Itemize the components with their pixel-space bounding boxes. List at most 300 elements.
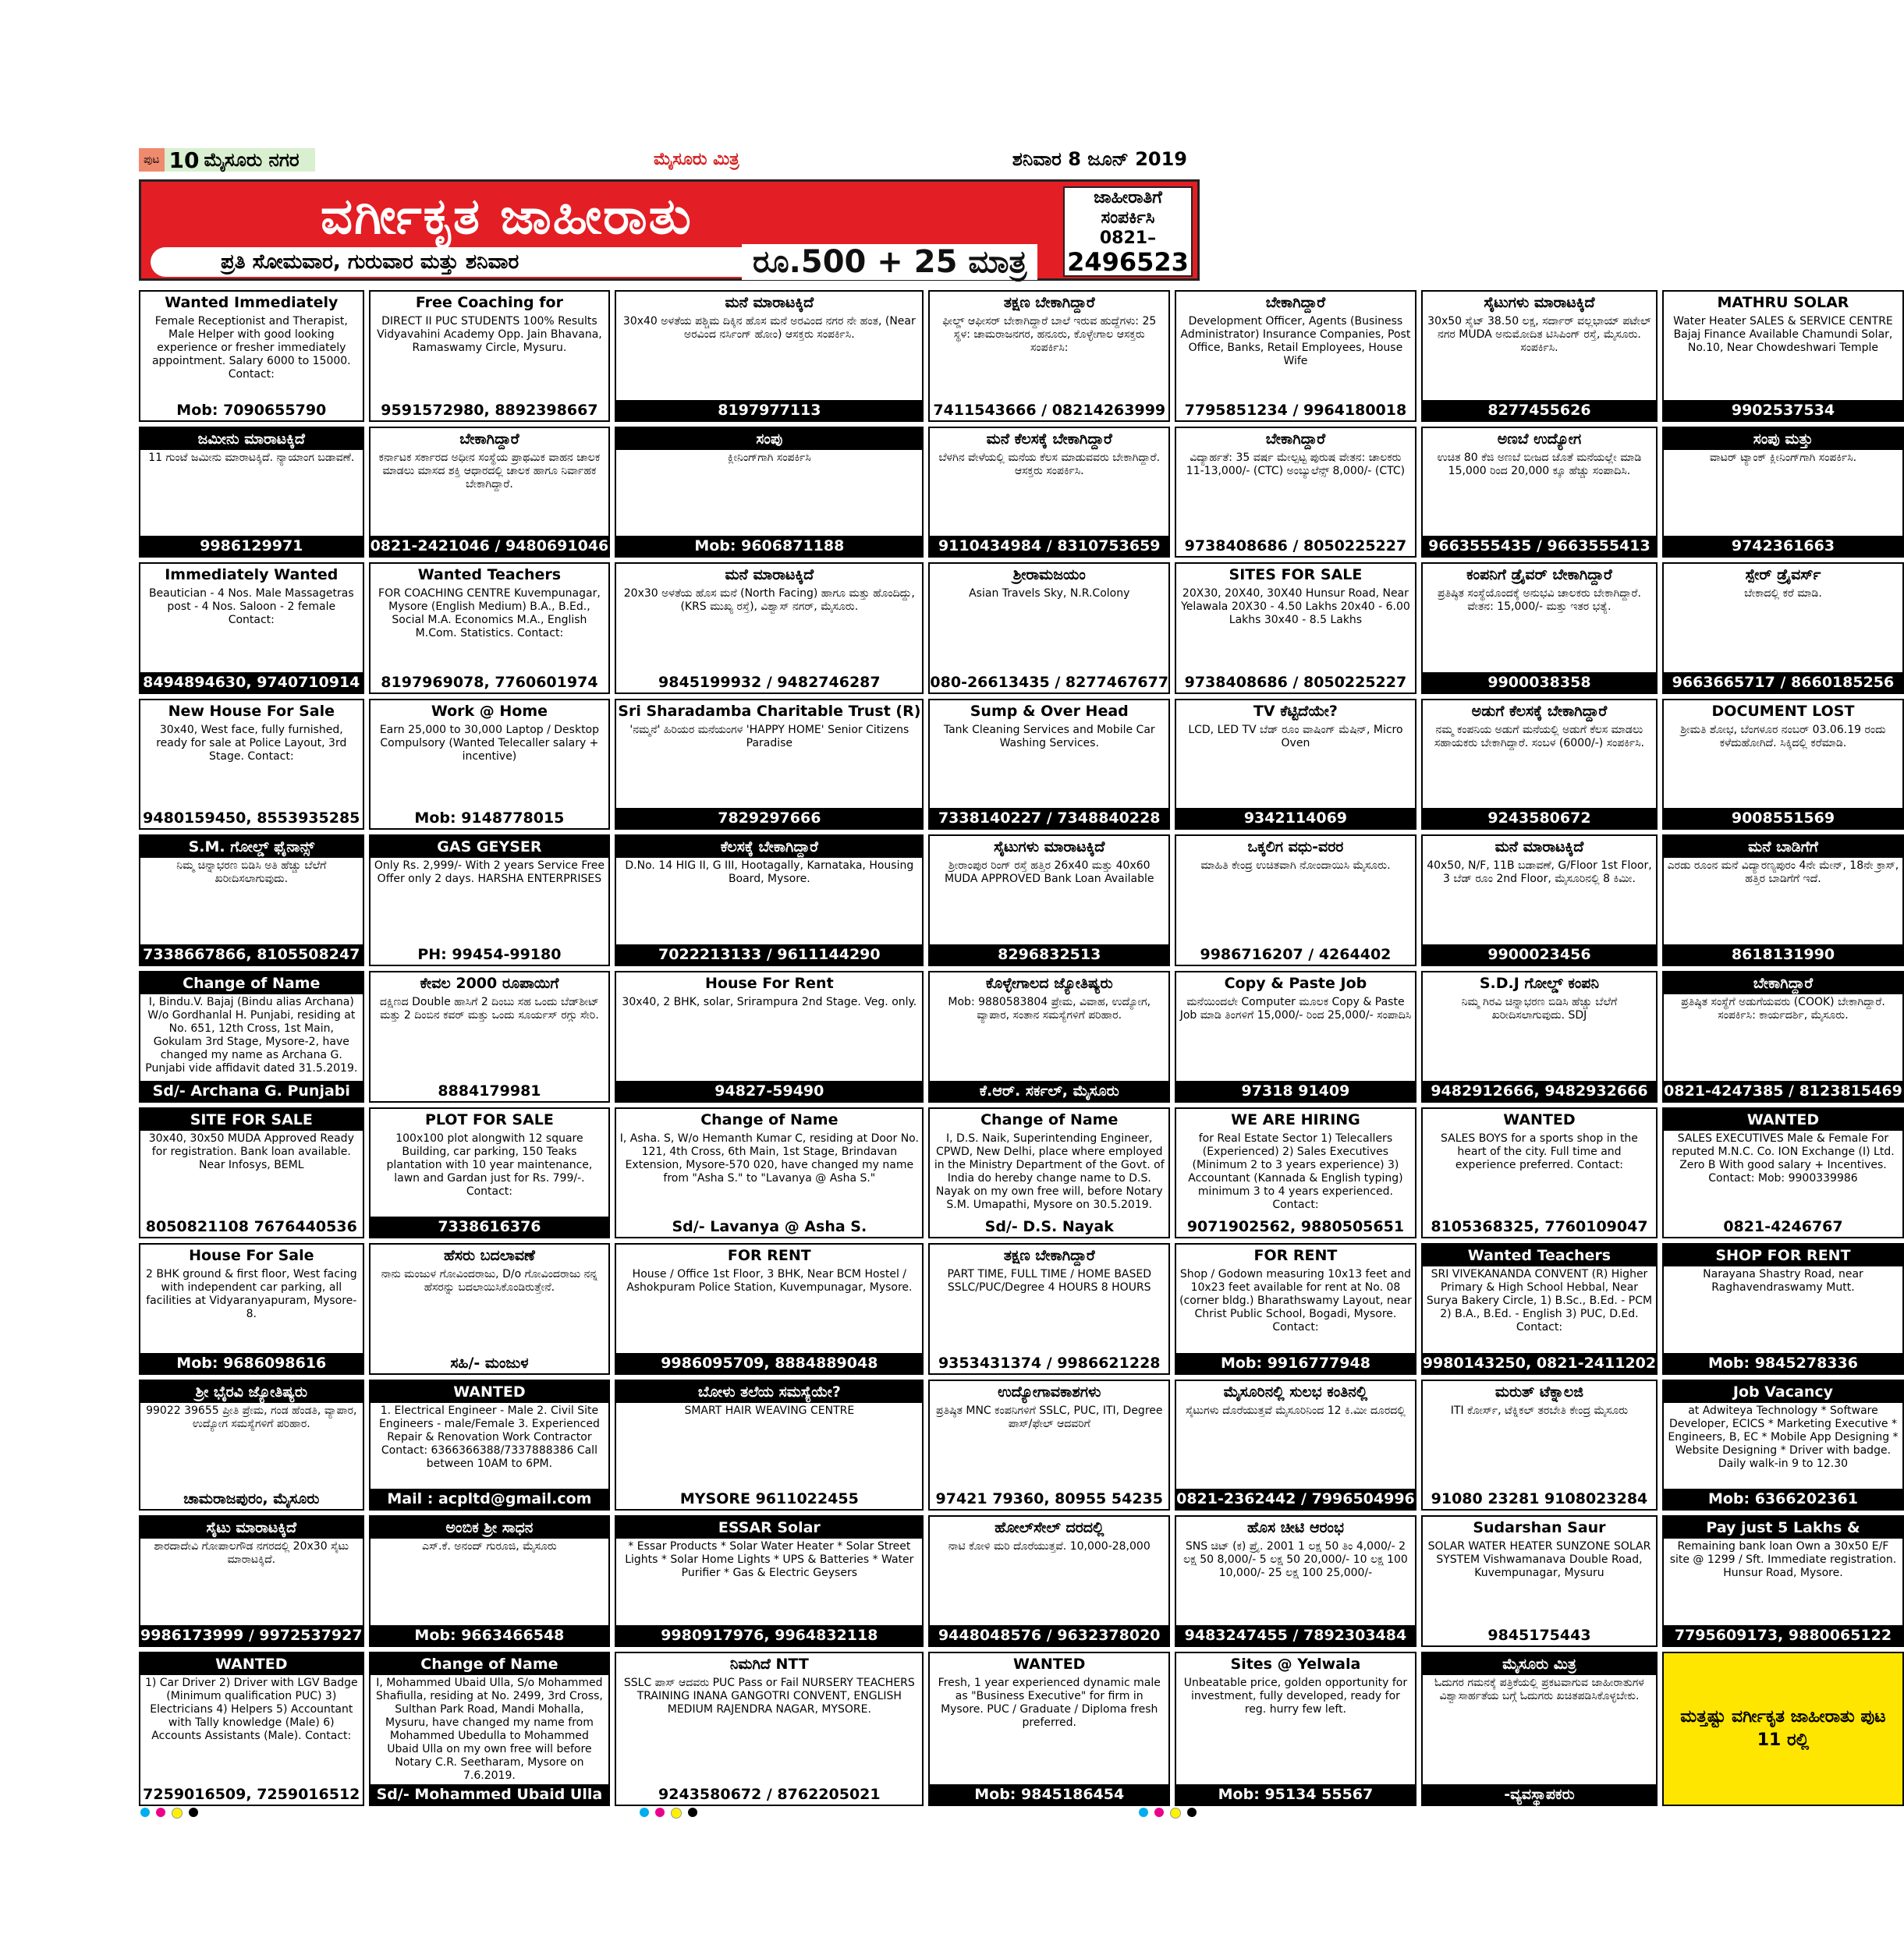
ad-heading: ಬೇಕಾಗಿದ್ದಾರೆ bbox=[1664, 972, 1902, 994]
ad-contact: Mob: 6366202361 bbox=[1664, 1489, 1902, 1509]
dot-black bbox=[189, 1808, 198, 1817]
ad-heading: ಮನೆ ಮಾರಾಟಕ್ಕಿದೆ bbox=[725, 566, 814, 584]
ad-contact: 9448048576 / 9632378020 bbox=[930, 1625, 1168, 1645]
registration-dots-right bbox=[1139, 1808, 1197, 1819]
ad-body: ಎಸ್.ಕೆ. ಅನಂದ್ ಗುರೂಜಿ, ಮೈಸೂರು bbox=[422, 1540, 557, 1553]
ad-body: LCD, LED TV ಬೆಡ್ ರೂಂ ವಾಷಿಂಗ್ ಮೆಷಿನ್, Micro Oven bbox=[1188, 723, 1403, 749]
classified-ad bbox=[615, 427, 924, 558]
ad-heading: ಬೋಳು ತಲೆಯ ಸಮಸ್ಯೆಯೇ? bbox=[616, 1381, 922, 1403]
classified-ad bbox=[1421, 562, 1658, 694]
ad-contact: 9243580672 / 8762205021 bbox=[658, 1786, 881, 1803]
ad-body: I, D.S. Naik, Superintending Engineer, CPWD, New Delhi, place where employed in the Ministry Department of the Govt. of India do hereby change name to D.S. Nayak on my own free will, before Notary S.M. Umapathi, Mysore on 30.5.2019. bbox=[934, 1132, 1165, 1211]
classified-ad bbox=[928, 699, 1170, 831]
ad-contact: 97421 79360, 80955 54235 bbox=[935, 1490, 1163, 1508]
ad-contact: ಕೆ.ಆರ್. ಸರ್ಕಲ್, ಮೈಸೂರು bbox=[930, 1081, 1168, 1101]
ad-heading: ಸ್ಪೇರ್ ಡ್ರೈವರ್ಸ್ bbox=[1745, 566, 1821, 584]
ad-heading: ಹೊಸ ಚೀಟಿ ಆರಂಭ bbox=[1246, 1519, 1344, 1537]
ad-heading: Pay just 5 Lakhs & bbox=[1664, 1517, 1902, 1539]
classified-banner bbox=[139, 179, 1200, 281]
ad-contact: Sd/- Archana G. Punjabi bbox=[140, 1081, 363, 1101]
ad-heading: Work @ Home bbox=[431, 702, 548, 720]
classified-ad bbox=[369, 971, 611, 1103]
ad-body: ಮಾಹಿತಿ ಕೇಂದ್ರ ಉಚಿತವಾಗಿ ನೋಂದಾಯಿಸಿ ಮೈಸೂರು. bbox=[1200, 859, 1391, 873]
ad-heading: PLOT FOR SALE bbox=[424, 1110, 554, 1128]
ad-body: ಕ್ಲೀನಿಂಗ್‌ಗಾಗಿ ಸಂಪರ್ಕಿಸಿ bbox=[727, 451, 811, 464]
ad-body: Narayana Shastry Road, near Raghavendraswamy Mutt. bbox=[1703, 1268, 1863, 1295]
page-label: ಪುಟ bbox=[139, 148, 165, 172]
ad-body: Water Heater SALES & SERVICE CENTRE Bajaj Finance Available Chamundi Solar, No.10, Near Chowdeshwari Temple bbox=[1673, 315, 1893, 354]
ad-heading: ಸೈಟುಗಳು ಮಾರಾಟಕ್ಕಿದೆ bbox=[1484, 294, 1595, 311]
contact-label: ಜಾಹೀರಾತಿಗೆ ಸಂಪರ್ಕಿಸಿ bbox=[1094, 188, 1162, 228]
classified-ad bbox=[369, 290, 611, 422]
ad-contact: 8494894630, 9740710914 bbox=[140, 672, 363, 692]
ad-heading: Change of Name bbox=[371, 1653, 609, 1675]
ad-contact: Mob: 7090655790 bbox=[176, 401, 327, 419]
ad-body: ಮನೆಯಿಂದಲೇ Computer ಮೂಲಕ Copy & Paste Job ಮಾಡಿ ತಿಂಗಳಿಗೆ 15,000/- ರಿಂದ 25,000/- ಸಂಪಾದಿಸಿ bbox=[1179, 996, 1412, 1022]
ad-body: I, Bindu.V. Bajaj (Bindu alias Archana) W/o Gordhanlal H. Punjabi, residing at No. 651, 12th Cross, 1st Main, Gokulam 3rd Stage, Mysore-2, have changed my name as Archana G. Punjabi vide affidavit dated 31.5.2019. bbox=[145, 996, 358, 1075]
ad-contact: 9483247455 / 7892303484 bbox=[1176, 1625, 1415, 1645]
classified-ad bbox=[139, 1107, 364, 1239]
registration-dots-center bbox=[640, 1808, 697, 1819]
ad-contact: 9008551569 bbox=[1664, 808, 1902, 828]
ad-heading: ಮರುತ್ ಟೆಕ್ನಾಲಜಿ bbox=[1494, 1383, 1584, 1401]
ad-heading: WANTED bbox=[140, 1653, 363, 1675]
ad-contact: 94827-59490 bbox=[616, 1081, 922, 1101]
ad-body: Earn 25,000 to 30,000 Laptop / Desktop Compulsory (Wanted Telecaller salary + incentive) bbox=[379, 723, 600, 763]
classified-ad bbox=[615, 699, 924, 831]
ad-contact: 8618131990 bbox=[1664, 944, 1902, 965]
ad-heading: ಹೋಲ್‌ಸೇಲ್ ದರದಲ್ಲಿ bbox=[995, 1519, 1104, 1537]
ad-heading: House For Rent bbox=[705, 975, 834, 992]
classified-ad bbox=[1175, 699, 1416, 831]
ad-contact: ಸಹಿ/- ಮಂಜುಳ bbox=[450, 1354, 529, 1372]
ad-contact: Mob: 9845186454 bbox=[930, 1784, 1168, 1805]
classified-ad bbox=[615, 971, 924, 1103]
ad-contact: Mob: 9916777948 bbox=[1176, 1353, 1415, 1373]
ad-body: ಉಚಿತ 80 ಕೆಜಿ ಅಣಬೆ ಬೀಜದ ಜೊತೆ ಮನೆಯಲ್ಲೇ ಮಾಡಿ 15,000 ರಿಂದ 20,000 ಕ್ಕೂ ಹೆಚ್ಚು ಸಂಪಾದಿಸಿ. bbox=[1437, 451, 1642, 477]
ad-heading: Sri Sharadamba Charitable Trust (R) bbox=[618, 702, 921, 720]
ad-heading: ಮನೆ ಮಾರಾಟಕ್ಕಿದೆ bbox=[1494, 838, 1584, 856]
classified-ad bbox=[1175, 1515, 1416, 1647]
classified-ad bbox=[1175, 1380, 1416, 1511]
classified-ad bbox=[1421, 1243, 1658, 1375]
classified-ad bbox=[139, 1380, 364, 1511]
classified-ad bbox=[1421, 290, 1658, 422]
ad-heading: MATHRU SOLAR bbox=[1717, 294, 1849, 311]
ad-heading: ಸಂಪು ಮತ್ತು bbox=[1664, 428, 1902, 450]
ad-body: ವಿದ್ಯಾರ್ಹತೆ: 35 ವರ್ಷ ಮೇಲ್ಪಟ್ಟ ಪುರುಷ ವೇತನ: ಚಾಲಕರು 11-13,000/- (CTC) ಅಂಬ್ಯುಲೆನ್ಸ್ 8,000/- (CTC) bbox=[1186, 451, 1406, 477]
ad-body: Tank Cleaning Services and Mobile Car Washing Services. bbox=[943, 723, 1155, 749]
ad-contact: 9591572980, 8892398667 bbox=[381, 401, 598, 419]
classified-ad bbox=[1662, 562, 1904, 694]
dot-yellow bbox=[1170, 1808, 1181, 1819]
ad-body: ITI ಕೋರ್ಸ್, ಟೆಕ್ನಿಕಲ್ ತರಬೇತಿ ಕೇಂದ್ರ ಮೈಸೂರು bbox=[1450, 1404, 1629, 1417]
ad-contact: Mail : acpltd@gmail.com bbox=[371, 1489, 609, 1509]
ad-heading: TV ಕೆಟ್ಟಿದೆಯೇ? bbox=[1253, 702, 1338, 720]
ad-contact: 9110434984 / 8310753659 bbox=[930, 536, 1168, 556]
dot-cyan bbox=[140, 1808, 150, 1817]
ad-contact: 7411543666 / 08214263999 bbox=[933, 401, 1166, 419]
ad-heading: Wanted Teachers bbox=[417, 566, 562, 584]
classified-ad bbox=[139, 1652, 364, 1806]
classified-ad bbox=[1662, 971, 1904, 1103]
ad-contact: 7259016509, 7259016512 bbox=[143, 1786, 360, 1803]
classified-ad bbox=[1421, 1380, 1658, 1511]
classified-ad bbox=[928, 1380, 1170, 1511]
ad-contact: 9071902562, 9880505651 bbox=[1186, 1218, 1405, 1236]
classified-ad bbox=[1662, 290, 1904, 422]
ad-contact: 7795609173, 9880065122 bbox=[1664, 1625, 1902, 1645]
ad-body: 1. Electrical Engineer - Male 2. Civil Site Engineers - male/Female 3. Experienced Repair & Renovation Work Contractor Contact: 6366366388/7337888386 Call between 10AM to 6PM. bbox=[378, 1404, 600, 1470]
ad-body: for Real Estate Sector 1) Telecallers (Experienced) 2) Sales Executives (Minimum 2 to 3 years experience) 3) Accountant (Kannada & English typing) minimum 3 to 4 years experienced. Contact: bbox=[1188, 1132, 1403, 1211]
classified-ad bbox=[1421, 1652, 1658, 1806]
classified-ad bbox=[1175, 1652, 1416, 1806]
ad-body: SSLC ಪಾಸ್ ಆದವರು PUC Pass or Fail NURSERY TEACHERS TRAINING INANA GANGOTRI CONVENT, ENGLISH MEDIUM RAJENDRA NAGAR, MYSORE. bbox=[623, 1677, 915, 1716]
classified-ad bbox=[369, 562, 611, 694]
ad-contact: Mob: 9686098616 bbox=[140, 1353, 363, 1373]
ad-body: Shop / Godown measuring 10x13 feet and 10x23 feet available for rent at No. 08 (corner bldg.) Bharathswamy Layout, near Christ Public School, Bogadi, Mysore. Contact: bbox=[1179, 1268, 1412, 1334]
brand-logo: ಮೈಸೂರು ಮಿತ್ರ bbox=[654, 150, 739, 169]
ad-body: Fresh, 1 year experienced dynamic male as "Business Executive" for firm in Mysore. PUC / Graduate / Diploma fresh preferred. bbox=[938, 1677, 1161, 1729]
ad-heading: ಕಂಪನಿಗೆ ಡ್ರೈವರ್ ಬೇಕಾಗಿದ್ದಾರೆ bbox=[1466, 566, 1612, 584]
ad-contact: 9480159450, 8553935285 bbox=[143, 809, 360, 827]
ad-body: Remaining bank loan Own a 30x50 E/F site @ 1299 / Sft. Immediate registration. Hunsur Road, Mysore. bbox=[1669, 1540, 1897, 1580]
classified-ad bbox=[615, 834, 924, 966]
ad-heading: ಕೆಲಸಕ್ಕೆ ಬೇಕಾಗಿದ್ದಾರೆ bbox=[616, 836, 922, 858]
ad-body: ಶ್ರೀಮತಿ ಶೋಭ, ಬೆಂಗಳೂರ ನಂಬರ್ 03.06.19 ರಂದು ಕಳೆದುಹೋಗಿದೆ. ಸಿಕ್ಕಿದಲ್ಲಿ ಕರೆಮಾಡಿ. bbox=[1680, 723, 1886, 749]
dot-cyan bbox=[1139, 1808, 1148, 1817]
classified-ad bbox=[1662, 1380, 1904, 1511]
ad-body: SALES EXECUTIVES Male & Female For reputed M.N.C. Co. ION Exchange (I) Ltd. Zero B With good salary + Incentives. Contact: Mob: 9900339986 bbox=[1672, 1132, 1895, 1185]
dot-black bbox=[688, 1808, 697, 1817]
ad-heading: ಕೊಳ್ಳೇಗಾಲದ ಜ್ಯೋತಿಷ್ಯರು bbox=[985, 975, 1113, 992]
classified-ad bbox=[928, 1107, 1170, 1239]
ad-contact: -ವ್ಯವಸ್ಥಾಪಕರು bbox=[1423, 1784, 1656, 1805]
ad-contact: Mob: 9606871188 bbox=[616, 536, 922, 556]
ad-heading: Change of Name bbox=[980, 1110, 1119, 1128]
ad-body: ಮತ್ತಷ್ಟು ವರ್ಗೀಕೃತ ಜಾಹೀರಾತು ಪುಟ 11 ರಲ್ಲಿ bbox=[1680, 1707, 1886, 1750]
classified-ad bbox=[1175, 1243, 1416, 1375]
classified-ad bbox=[928, 1243, 1170, 1375]
dot-yellow bbox=[671, 1808, 682, 1819]
ad-contact: 91080 23281 9108023284 bbox=[1431, 1490, 1648, 1508]
ad-heading: ಅಂಬಿಕ ಶ್ರೀ ಸಾಧನ bbox=[371, 1517, 609, 1539]
classified-ad bbox=[1175, 1107, 1416, 1239]
classified-ad bbox=[928, 1652, 1170, 1806]
classified-ad bbox=[1662, 1652, 1904, 1806]
ad-body: 30x40 ಅಳತೆಯ ಪಶ್ಚಿಮ ದಿಕ್ಕಿನ ಹೊಸ ಮನೆ ಅರವಿಂದ ನಗರ ನೇ ಹಂತ, (Near ಅರವಿಂದ ನರ್ಸಿಂಗ್ ಹೋಂ) ಆಸಕ್ತರು ಸಂಪರ್ಕಿಸಿ. bbox=[622, 315, 916, 341]
banner-subtitle: ಪ್ರತಿ ಸೋಮವಾರ, ಗುರುವಾರ ಮತ್ತು ಶನಿವಾರ bbox=[151, 247, 1009, 277]
ad-contact: 9845199932 / 9482746287 bbox=[658, 673, 881, 691]
ad-contact: 7829297666 bbox=[616, 808, 922, 828]
dot-cyan bbox=[640, 1808, 649, 1817]
ad-contact: Mob: 9663466548 bbox=[371, 1625, 609, 1645]
ad-body: 1) Car Driver 2) Driver with LGV Badge (Minimum qualification PUC) 3) Electricians 4) Helpers 5) Accountant with Tally knowledge (Male) 6) Accounts Assistants (Male). Contact: bbox=[144, 1677, 358, 1742]
ad-heading: Change of Name bbox=[700, 1110, 839, 1128]
ad-body: SNS ಚಿಟ್ (ಕ) ಪ್ರೈ. 2001 1 ಲಕ್ಷ 50 ತಿಂ 4,000/- 2 ಲಕ್ಷ 50 8,000/- 5 ಲಕ್ಷ 50 20,000/- 10 ಲಕ್ಷ 100 10,000/- 25 ಲಕ್ಷ 100 25,000/- bbox=[1183, 1540, 1408, 1580]
ad-contact: Mob: 9845278336 bbox=[1664, 1353, 1902, 1373]
classified-ad bbox=[1175, 290, 1416, 422]
classified-ad bbox=[1662, 699, 1904, 831]
classified-ad bbox=[139, 834, 364, 966]
ad-body: 30x40, 2 BHK, solar, Srirampura 2nd Stage. Veg. only. bbox=[622, 996, 917, 1008]
classified-ad bbox=[1662, 1243, 1904, 1375]
classified-ad bbox=[1421, 834, 1658, 966]
ad-contact: 8105368325, 7760109047 bbox=[1431, 1218, 1648, 1236]
classified-ad bbox=[1175, 971, 1416, 1103]
ad-body: PART TIME, FULL TIME / HOME BASED SSLC/PUC/Degree 4 HOURS 8 HOURS bbox=[947, 1268, 1152, 1295]
ad-contact: 8050821108 7676440536 bbox=[145, 1218, 357, 1236]
ad-contact: 080-26613435 / 8277467677 bbox=[930, 673, 1169, 691]
ad-heading: WANTED bbox=[371, 1381, 609, 1403]
ad-body: D.No. 14 HIG II, G III, Hootagally, Karnataka, Housing Board, Mysore. bbox=[625, 859, 914, 886]
ad-body: ಶಾರದಾದೇವಿ ಗೋಪಾಲಗೌಡ ನಗರದಲ್ಲಿ 20x30 ಸೈಟು ಮಾರಾಟಕ್ಕಿದೆ. bbox=[154, 1540, 349, 1567]
ad-body: ನಾನು ಮಂಜುಳ ಗೋವಿಂದರಾಜು, D/o ಗೋವಿಂದರಾಜು ನನ್ನ ಹೆಸರನ್ನು ಬದಲಾಯಿಸಿಕೊಂಡಿರುತ್ತೇನೆ. bbox=[381, 1268, 598, 1295]
ad-heading: ಬೇಕಾಗಿದ್ದಾರೆ bbox=[1265, 430, 1326, 448]
ad-heading: ಮನೆ ಮಾರಾಟಕ್ಕಿದೆ bbox=[725, 294, 814, 311]
ad-body: Female Receptionist and Therapist, Male Helper with good looking experience or fresher immediately appointment. Salary 6000 to 15000. Contact: bbox=[151, 315, 351, 381]
classified-ad bbox=[615, 562, 924, 694]
classified-ad bbox=[1421, 1107, 1658, 1239]
ad-heading: ಬೇಕಾಗಿದ್ದಾರೆ bbox=[459, 430, 519, 448]
ad-heading: Immediately Wanted bbox=[165, 566, 339, 584]
ad-heading: Change of Name bbox=[140, 972, 363, 994]
ad-contact: 9986129971 bbox=[140, 536, 363, 556]
ad-contact: 9902537534 bbox=[1664, 400, 1902, 420]
ad-contact: ಚಾಮರಾಜಪುರಂ, ಮೈಸೂರು bbox=[183, 1490, 320, 1508]
ad-contact: Mob: 95134 55567 bbox=[1176, 1784, 1415, 1805]
ad-heading: ತಕ್ಷಣ ಬೇಕಾಗಿದ್ದಾರೆ bbox=[1003, 1247, 1095, 1265]
ad-heading: Wanted Immediately bbox=[165, 294, 339, 311]
classified-ad bbox=[1175, 834, 1416, 966]
ad-contact: 9900038358 bbox=[1423, 672, 1656, 692]
dot-magenta bbox=[156, 1808, 165, 1817]
banner-contact-box bbox=[1063, 186, 1193, 277]
ad-body: ಸೈಟುಗಳು ದೊರೆಯುತ್ತವೆ ಮೈಸೂರಿನಿಂದ 12 ಕಿ.ಮೀ ದೂರದಲ್ಲಿ bbox=[1185, 1404, 1406, 1417]
ad-contact: 7022213133 / 9611144290 bbox=[616, 944, 922, 965]
ad-body: DIRECT II PUC STUDENTS 100% Results Vidyavahini Academy Opp. Jain Bhavana, Ramaswamy Circle, Mysuru. bbox=[377, 315, 602, 354]
ad-contact: 9900023456 bbox=[1423, 944, 1656, 965]
classified-ad bbox=[928, 1515, 1170, 1647]
ad-heading: SITES FOR SALE bbox=[1229, 566, 1363, 584]
masthead bbox=[139, 147, 1195, 175]
classified-ad bbox=[1421, 971, 1658, 1103]
ad-body: 30x50 ಸೈಟ್ 38.50 ಲಕ್ಷ, ಸರ್ದಾರ್ ವಲ್ಲಭಾಯ್ ಪಟೇಲ್ ನಗರ MUDA ಅನುಮೋದಿತ ಟಿಸಿಪಿಂಗ್ ರಸ್ತೆ, ಮೈಸೂರು. ಸಂಪರ್ಕಿಸಿ. bbox=[1427, 315, 1651, 354]
ad-contact: 7795851234 / 9964180018 bbox=[1184, 401, 1407, 419]
ad-contact: 9986173999 / 9972537927 bbox=[140, 1627, 363, 1644]
dot-magenta bbox=[1154, 1808, 1164, 1817]
ad-body: 99022 39655 ಪ್ರೀತಿ ಪ್ರೇಮ, ಗಂಡ ಹೆಂಡತಿ, ವ್ಯಾಪಾರ, ಉದ್ಯೋಗ ಸಮಸ್ಯೆಗಳಿಗೆ ಪರಿಹಾರ. bbox=[146, 1404, 357, 1430]
ad-body: Development Officer, Agents (Business Administrator) Insurance Companies, Post Office, Banks, Retail Employees, House Wife bbox=[1180, 315, 1411, 367]
ad-body: ಬೇಕಾದಲ್ಲಿ ಕರೆ ಮಾಡಿ. bbox=[1744, 587, 1822, 600]
banner-price: ರೂ.500 + 25 ಮಾತ್ರ bbox=[742, 244, 1037, 280]
ad-body: ವಾಟರ್ ಟ್ಯಾಂಕ್ ಕ್ಲೀನಿಂಗ್‌ಗಾಗಿ ಸಂಪರ್ಕಿಸಿ. bbox=[1709, 451, 1857, 464]
ad-heading: SITE FOR SALE bbox=[140, 1109, 363, 1131]
banner-title: ವರ್ಗೀಕೃತ ಜಾಹೀರಾತು bbox=[321, 188, 693, 246]
classified-ad bbox=[928, 290, 1170, 422]
ad-contact: 7338616376 bbox=[371, 1217, 609, 1237]
ad-body: SRI VIVEKANANDA CONVENT (R) Higher Primary & High School Hebbal, Near Surya Bakery Circle, 1) B.Sc., B.Ed. - PCM 2) B.A., B.Ed. - English 3) PUC, D.Ed. Contact: bbox=[1426, 1268, 1653, 1334]
classified-ad bbox=[369, 1380, 611, 1511]
page-indicator bbox=[139, 148, 315, 172]
ad-heading: ಮನೆ ಕೆಲಸಕ್ಕೆ ಬೇಕಾಗಿದ್ದಾರೆ bbox=[986, 430, 1112, 448]
ad-heading: SHOP FOR RENT bbox=[1664, 1245, 1902, 1266]
ad-heading: ನಿಮಗಿದೆ NTT bbox=[729, 1656, 809, 1673]
ad-body: 100x100 plot alongwith 12 square Building, car parking, 150 Teaks plantation with 10 year maintenance, lawn and Gardan just for Rs. 799/-. Contact: bbox=[386, 1132, 593, 1198]
ad-body: ನಾಟಿ ಕೋಳಿ ಮರಿ ದೊರೆಯುತ್ತವೆ. 10,000-28,000 bbox=[948, 1540, 1151, 1553]
ad-heading: ಸೈಟು ಮಾರಾಟಕ್ಕಿದೆ bbox=[140, 1517, 363, 1539]
ad-contact: PH: 99454-99180 bbox=[417, 946, 562, 963]
ad-contact: 7338667866, 8105508247 bbox=[140, 944, 363, 965]
ad-body: 'ನಮ್ಮನೆ' ಹಿರಿಯರ ಮನೆಯಂಗಳ 'HAPPY HOME' Senior Citizens Paradise bbox=[629, 723, 909, 749]
classified-ad bbox=[139, 562, 364, 694]
ad-contact: 9243580672 bbox=[1423, 808, 1656, 828]
ad-body: 2 BHK ground & first floor, West facing with independent car parking, all facilities at Vidyaranyapuram, Mysore-8. bbox=[145, 1268, 357, 1321]
ad-heading: ಬೇಕಾಗಿದ್ದಾರೆ bbox=[1265, 294, 1326, 311]
ad-contact: 8296832513 bbox=[930, 944, 1168, 965]
ad-body: 30x40, West face, fully furnished, ready for sale at Police Layout, 3rd Stage. Contact: bbox=[156, 723, 347, 763]
ad-heading: ಸೈಟುಗಳು ಮಾರಾಟಕ್ಕಿದೆ bbox=[994, 838, 1105, 856]
classified-ad bbox=[615, 1380, 924, 1511]
ad-heading: ಹೆಸರು ಬದಲಾವಣೆ bbox=[443, 1247, 535, 1265]
ad-heading: ಅಣಬೆ ಉದ್ಯೋಗ bbox=[1497, 430, 1582, 448]
classified-ad bbox=[615, 1515, 924, 1647]
ad-contact: 9482912666, 9482932666 bbox=[1423, 1081, 1656, 1101]
ad-body: House / Office 1st Floor, 3 BHK, Near BCM Hostel / Ashokpuram Police Station, Kuvempunagar, Mysore. bbox=[626, 1268, 913, 1295]
contact-prefix: 0821– bbox=[1099, 228, 1157, 248]
ad-heading: ಜಮೀನು ಮಾರಾಟಕ್ಕಿದೆ bbox=[140, 428, 363, 450]
classified-ad bbox=[369, 1107, 611, 1239]
classified-ad bbox=[1175, 427, 1416, 558]
ad-contact: 9845175443 bbox=[1487, 1627, 1591, 1644]
classified-ad bbox=[139, 1243, 364, 1375]
ad-contact: Sd/- D.S. Nayak bbox=[984, 1218, 1114, 1236]
ad-body: ಓದುಗರ ಗಮನಕ್ಕೆ ಪತ್ರಿಕೆಯಲ್ಲಿ ಪ್ರಕಟವಾಗುವ ಜಾಹೀರಾತುಗಳ ವಿಶ್ವಾಸಾರ್ಹತೆಯ ಬಗ್ಗೆ ಓದುಗರು ಖಚಿತಪಡಿಸಿಕೊಳ್ಳಬೇಕು. bbox=[1434, 1677, 1644, 1702]
ad-heading: WANTED bbox=[1013, 1656, 1086, 1673]
classified-ad bbox=[139, 699, 364, 831]
ad-heading: Sites @ Yelwala bbox=[1230, 1656, 1361, 1673]
dot-yellow bbox=[172, 1808, 183, 1819]
classified-ad bbox=[1662, 1515, 1904, 1647]
classified-ad bbox=[615, 1652, 924, 1806]
ad-contact: 8277455626 bbox=[1423, 400, 1656, 420]
ad-heading: ಒಕ್ಕಲಿಗ ವಧು-ವರರ bbox=[1247, 838, 1344, 856]
ad-contact: 0821-4247385 / 8123815469 bbox=[1664, 1082, 1902, 1100]
classified-ad bbox=[1421, 427, 1658, 558]
ad-contact: Mob: 9148778015 bbox=[414, 809, 565, 827]
ad-heading: GAS GEYSER bbox=[371, 836, 609, 858]
ad-heading: WANTED bbox=[1664, 1109, 1902, 1131]
ad-body: ನಿಮ್ಮ ಗಿರವಿ ಚಿನ್ನಾಭರಣ ಬಿಡಿಸಿ ಹೆಚ್ಚು ಬೆಲೆಗೆ ಖರೀದಿಸಲಾಗುವುದು. SDJ bbox=[1461, 996, 1618, 1022]
classified-ad bbox=[1175, 562, 1416, 694]
ad-heading: WANTED bbox=[1503, 1110, 1576, 1128]
ad-contact: 9738408686 / 8050225227 bbox=[1184, 537, 1407, 555]
classified-ad bbox=[1421, 699, 1658, 831]
ad-heading: Copy & Paste Job bbox=[1224, 975, 1367, 992]
ad-heading: ಸಂಪು bbox=[616, 428, 922, 450]
classified-ad bbox=[1662, 1107, 1904, 1239]
ad-heading: FOR RENT bbox=[1253, 1247, 1338, 1265]
classified-ad bbox=[615, 1243, 924, 1375]
classified-ad bbox=[139, 290, 364, 422]
ad-body: Only Rs. 2,999/- With 2 years Service Free Offer only 2 days. HARSHA ENTERPRISES bbox=[374, 859, 605, 886]
ad-body: 11 ಗುಂಟೆ ಜಮೀನು ಮಾರಾಟಕ್ಕಿದೆ. ನ್ಯಾಯಾಂಗ ಬಡಾವಣೆ. bbox=[148, 451, 355, 464]
ad-contact: 9342114069 bbox=[1176, 808, 1415, 828]
ad-heading: FOR RENT bbox=[727, 1247, 811, 1265]
ad-contact: 9742361663 bbox=[1664, 536, 1902, 556]
ad-body: 30x40, 30x50 MUDA Approved Ready for registration. Bank loan available. Near Infosys, BEML bbox=[148, 1132, 354, 1171]
ad-body: Unbeatable price, golden opportunity for investment, fully developed, ready for reg. hurry few left. bbox=[1183, 1677, 1408, 1716]
classified-ad bbox=[369, 427, 611, 558]
ad-contact: Sd/- Lavanya @ Asha S. bbox=[672, 1218, 867, 1236]
ad-body: SALES BOYS for a sports shop in the heart of the city. Full time and experience preferred. Contact: bbox=[1440, 1132, 1638, 1171]
ad-body: ಬೆಳಗಿನ ವೇಳೆಯಲ್ಲಿ ಮನೆಯ ಕೆಲಸ ಮಾಡುವವರು ಬೇಕಾಗಿದ್ದಾರೆ. ಆಸಕ್ತರು ಸಂಪರ್ಕಿಸಿ. bbox=[938, 451, 1161, 477]
registration-dots-left bbox=[140, 1808, 198, 1819]
ad-body: at Adwiteya Technology * Software Developer, ECICS * Marketing Executive * Engineers, B, EC * Mobile App Designing * Website Designing * Driver with badge. Daily walk-in 9 to 12.30 bbox=[1668, 1404, 1899, 1470]
classified-ad bbox=[615, 290, 924, 422]
classified-ad bbox=[928, 427, 1170, 558]
ad-heading: House For Sale bbox=[189, 1247, 314, 1265]
classified-ad bbox=[369, 834, 611, 966]
ad-heading: ಮೈಸೂರು ಮಿತ್ರ bbox=[1423, 1653, 1656, 1675]
ad-heading: ಮನೆ ಬಾಡಿಗೆಗೆ bbox=[1664, 836, 1902, 858]
ad-body: ಶ್ರೀರಾಂಪುರ ರಿಂಗ್ ರಸ್ತೆ ಹತ್ತಿರ 26x40 ಮತ್ತು 40x60 MUDA APPROVED Bank Loan Available bbox=[944, 859, 1154, 886]
classified-ad bbox=[369, 1652, 611, 1806]
ad-contact: 8197969078, 7760601974 bbox=[381, 673, 598, 691]
ad-body: SMART HAIR WEAVING CENTRE bbox=[684, 1404, 855, 1417]
ad-heading: S.M. ಗೋಲ್ಡ್ ಫೈನಾನ್ಸ್ bbox=[140, 836, 363, 858]
ad-heading: Wanted Teachers bbox=[1423, 1245, 1656, 1266]
classified-ad bbox=[615, 1107, 924, 1239]
ad-heading: ಉದ್ಯೋಗಾವಕಾಶಗಳು bbox=[998, 1383, 1101, 1401]
classified-ad bbox=[139, 427, 364, 558]
ad-contact: 7338140227 / 7348840228 bbox=[930, 808, 1168, 828]
classified-ad bbox=[139, 971, 364, 1103]
ad-body: Beautician - 4 Nos. Male Massagetras post - 4 Nos. Saloon - 2 female Contact: bbox=[148, 587, 354, 627]
ad-body: * Essar Products * Solar Water Heater * Solar Street Lights * Solar Home Lights * UPS & Batteries * Water Purifier * Gas & Electric Geysers bbox=[625, 1540, 914, 1580]
ad-body: Asian Travels Sky, N.R.Colony bbox=[969, 587, 1130, 600]
ad-heading: S.D.J ಗೋಲ್ಡ್ ಕಂಪನಿ bbox=[1479, 975, 1600, 992]
ad-body: 20x30 ಅಳತೆಯ ಹೊಸ ಮನೆ (North Facing) ಹಾಗೂ ಮತ್ತು ಹೊಂದಿದ್ದು, (KRS ಮುಖ್ಯ ರಸ್ತೆ), ವಿಶ್ವಾಸ್ ನಗರ್, ಮೈಸೂರು. bbox=[623, 587, 915, 614]
classified-ad bbox=[928, 971, 1170, 1103]
ad-heading: Sudarshan Saur bbox=[1473, 1519, 1606, 1537]
classified-ad bbox=[369, 1243, 611, 1375]
ad-heading: ಅಡುಗೆ ಕೆಲಸಕ್ಕೆ ಬೇಕಾಗಿದ್ದಾರೆ bbox=[1471, 702, 1608, 720]
ad-contact: MYSORE 9611022455 bbox=[679, 1490, 859, 1508]
ad-body: 40x50, N/F, 11B ಬಡಾವಣೆ, G/Floor 1st Floor, 3 ಬೆಡ್ ರೂಂ 2nd Floor, ಮೈಸೂರಿನಲ್ಲಿ 8 ಕಿಮೀ. bbox=[1427, 859, 1652, 886]
classified-ad bbox=[928, 834, 1170, 966]
ad-contact: 0821-2362442 / 7996504996 bbox=[1176, 1490, 1415, 1508]
ad-contact: 9663555435 / 9663555413 bbox=[1423, 536, 1656, 556]
ad-heading: ಕೇವಲ 2000 ರೂಪಾಯಿಗೆ bbox=[420, 975, 559, 992]
ad-body: I, Asha. S, W/o Hemanth Kumar C, residing at Door No. 121, 4th Cross, 6th Main, 1st Stage, Brindavan Extension, Mysore-570 020, have changed my name from "Asha S." to "Lavanya @ Asha S." bbox=[619, 1132, 919, 1185]
ad-body: ನಮ್ಮ ಕಂಪನಿಯ ಅಡುಗೆ ಮನೆಯಲ್ಲಿ ಅಡುಗೆ ಕೆಲಸ ಮಾಡಲು ಸಹಾಯಕರು ಬೇಕಾಗಿದ್ದಾರೆ. ಸಂಬಳ (6000/-) ಸಂಪರ್ಕಿಸಿ. bbox=[1434, 723, 1644, 749]
ad-contact: 9980143250, 0821-2411202 bbox=[1422, 1354, 1657, 1372]
ad-contact: 9353431374 / 9986621228 bbox=[938, 1354, 1161, 1372]
contact-number: 2496523 bbox=[1067, 247, 1189, 277]
ad-heading: Free Coaching for bbox=[415, 294, 563, 311]
classified-ad bbox=[1662, 427, 1904, 558]
dot-black bbox=[1187, 1808, 1197, 1817]
ad-heading: Job Vacancy bbox=[1664, 1381, 1902, 1403]
classified-ad bbox=[1662, 834, 1904, 966]
ad-body: ಫೀಲ್ಡ್ ಆಫೀಸರ್ ಬೇಕಾಗಿದ್ದಾರೆ ಬಾಲೆ ಇರುವ ಹುದ್ದೆಗಳು: 25 ಸ್ಥಳ: ಚಾಮರಾಜನಗರ, ಹನೂರು, ಕೊಳ್ಳೇಗಾಲ ಆಸಕ್ತರು ಸಂಪರ್ಕಿಸಿ: bbox=[942, 315, 1157, 354]
classified-ad bbox=[369, 699, 611, 831]
ad-body: FOR COACHING CENTRE Kuvempunagar, Mysore (English Medium) B.A., B.Ed., Social M.A. Economics M.A., English M.Com. Statistics. Contact: bbox=[378, 587, 601, 640]
classified-ad bbox=[139, 1515, 364, 1647]
ad-body: 20X30, 20X40, 30X40 Hunsur Road, Near Yelawala 20X30 - 4.50 Lakhs 20x40 - 6.00 Lakhs 30x40 - 8.5 Lakhs bbox=[1181, 587, 1410, 627]
section-name: ಮೈಸೂರು ನಗರ bbox=[204, 149, 300, 171]
